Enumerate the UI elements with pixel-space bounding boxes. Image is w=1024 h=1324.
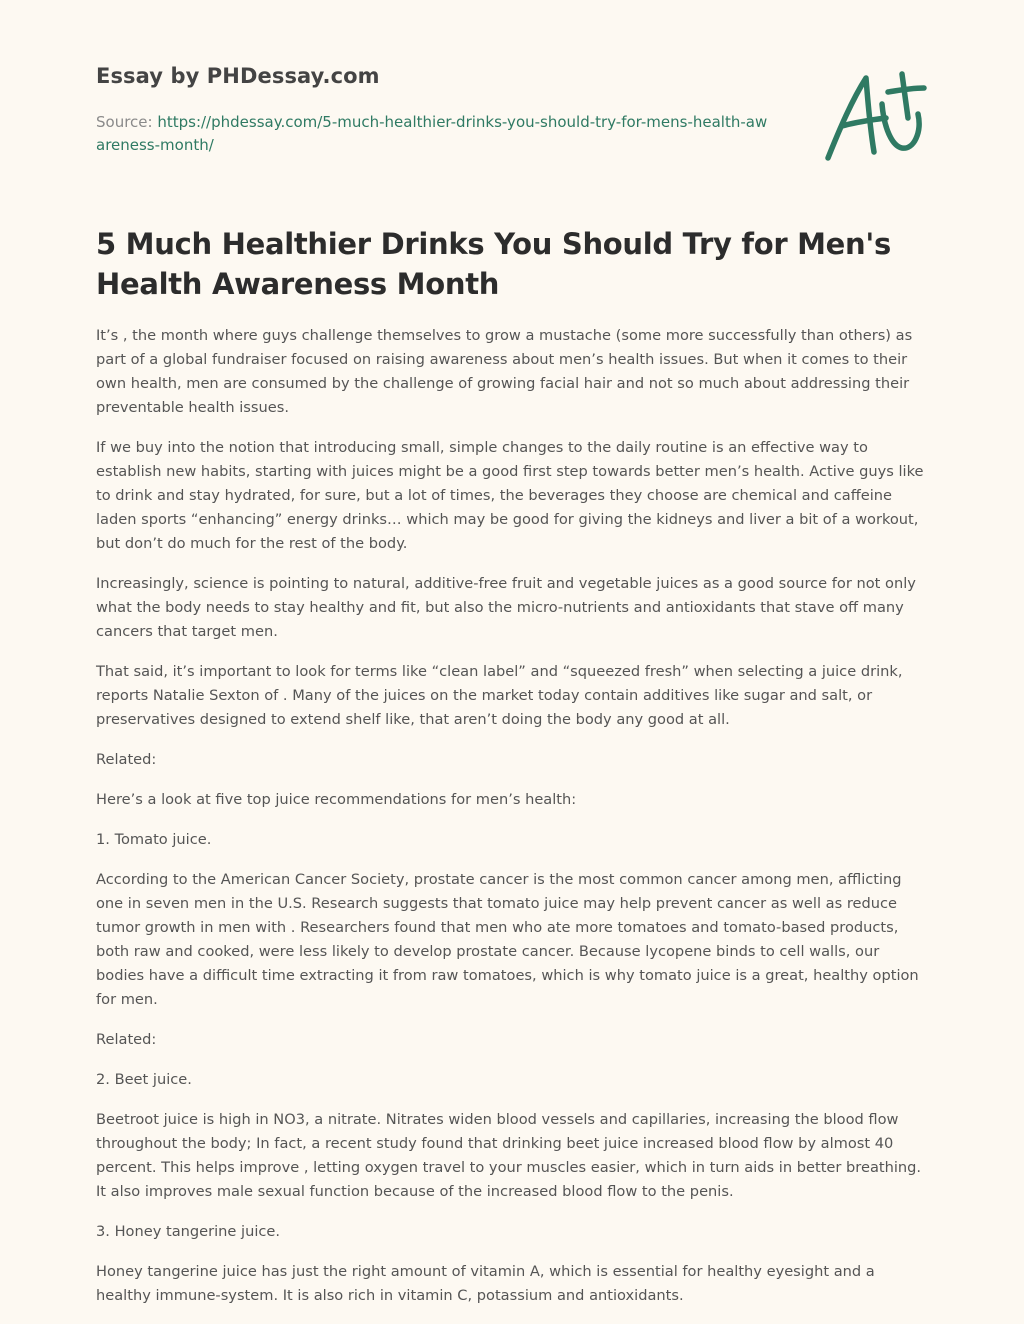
article-title: 5 Much Healthier Drinks You Should Try for Men's Health Awareness Month (96, 227, 891, 301)
document-page (96, 0, 928, 1304)
article-body (96, 324, 928, 1324)
paragraph: Honey tangerine juice has just the right amount of vitamin A, which is essential for healthy eyesight and a healthy immune-system. It is also rich in vitamin C, potassium and antioxidants. (96, 1263, 875, 1304)
related-label: Related: (96, 751, 157, 768)
section-heading: 2. Beet juice. (96, 1071, 192, 1088)
source-link[interactable]: https://phdessay.com/5-much-healthier-drinks-you-should-try-for-mens-health-awareness-month/ (96, 113, 768, 154)
paragraph: Increasingly, science is pointing to natural, additive-free fruit and vegetable juices as a good source for not only what the body needs to stay healthy and fit, but also the micro-nutrients and antioxidants that stave off many cancers that target men. (96, 575, 916, 640)
a-plus-logo-icon (822, 66, 928, 166)
page-header (96, 0, 928, 200)
section-heading: 1. Tomato juice. (96, 831, 212, 848)
site-brand: Essay by PHDessay.com (96, 64, 380, 88)
paragraph: Here’s a look at five top juice recommendations for men’s health: (96, 791, 577, 808)
section-heading: 3. Honey tangerine juice. (96, 1223, 281, 1240)
paragraph: According to the American Cancer Society, prostate cancer is the most common cancer among men, afflicting one in seven men in the U.S. Research suggests that tomato juice may help prevent cancer as well as reduce tumor growth in men with . Researchers found that men who ate more tomatoes and tomato-based products, both raw and cooked, were less likely to develop prostate cancer. Because lycopene binds to cell walls, our bodies have a difficult time extracting it from raw tomatoes, which is why tomato juice is a great, healthy option for men. (96, 871, 919, 1008)
paragraph: It’s , the month where guys challenge themselves to grow a mustache (some more successfully than others) as part of a global fundraiser focused on raising awareness about men’s health issues. But when it comes to their own health, men are consumed by the challenge of growing facial hair and not so much about addressing their preventable health issues. (96, 327, 913, 416)
related-label: Related: (96, 1031, 157, 1048)
source-line (96, 111, 776, 157)
source-label: Source: (96, 113, 158, 131)
paragraph: If we buy into the notion that introducing small, simple changes to the daily routine is an effective way to establish new habits, starting with juices might be a good first step towards better men’s health. Active guys like to drink and stay hydrated, for sure, but a lot of times, the beverages they choose are chemical and caffeine laden sports “enhancing” energy drinks… which may be good for giving the kidneys and liver a bit of a workout, but don’t do much for the rest of the body. (96, 439, 924, 552)
paragraph: That said, it’s important to look for terms like “clean label” and “squeezed fresh” when selecting a juice drink, reports Natalie Sexton of . Many of the juices on the market today contain additives like sugar and salt, or preservatives designed to extend shelf like, that aren’t doing the body any good at all. (96, 663, 903, 728)
paragraph: Beetroot juice is high in NO3, a nitrate. Nitrates widen blood vessels and capillaries, increasing the blood flow throughout the body; In fact, a recent study found that drinking beet juice increased blood flow by almost 40 percent. This helps improve , letting oxygen travel to your muscles easier, which in turn aids in better breathing. It also improves male sexual function because of the increased blood flow to the penis. (96, 1111, 922, 1200)
